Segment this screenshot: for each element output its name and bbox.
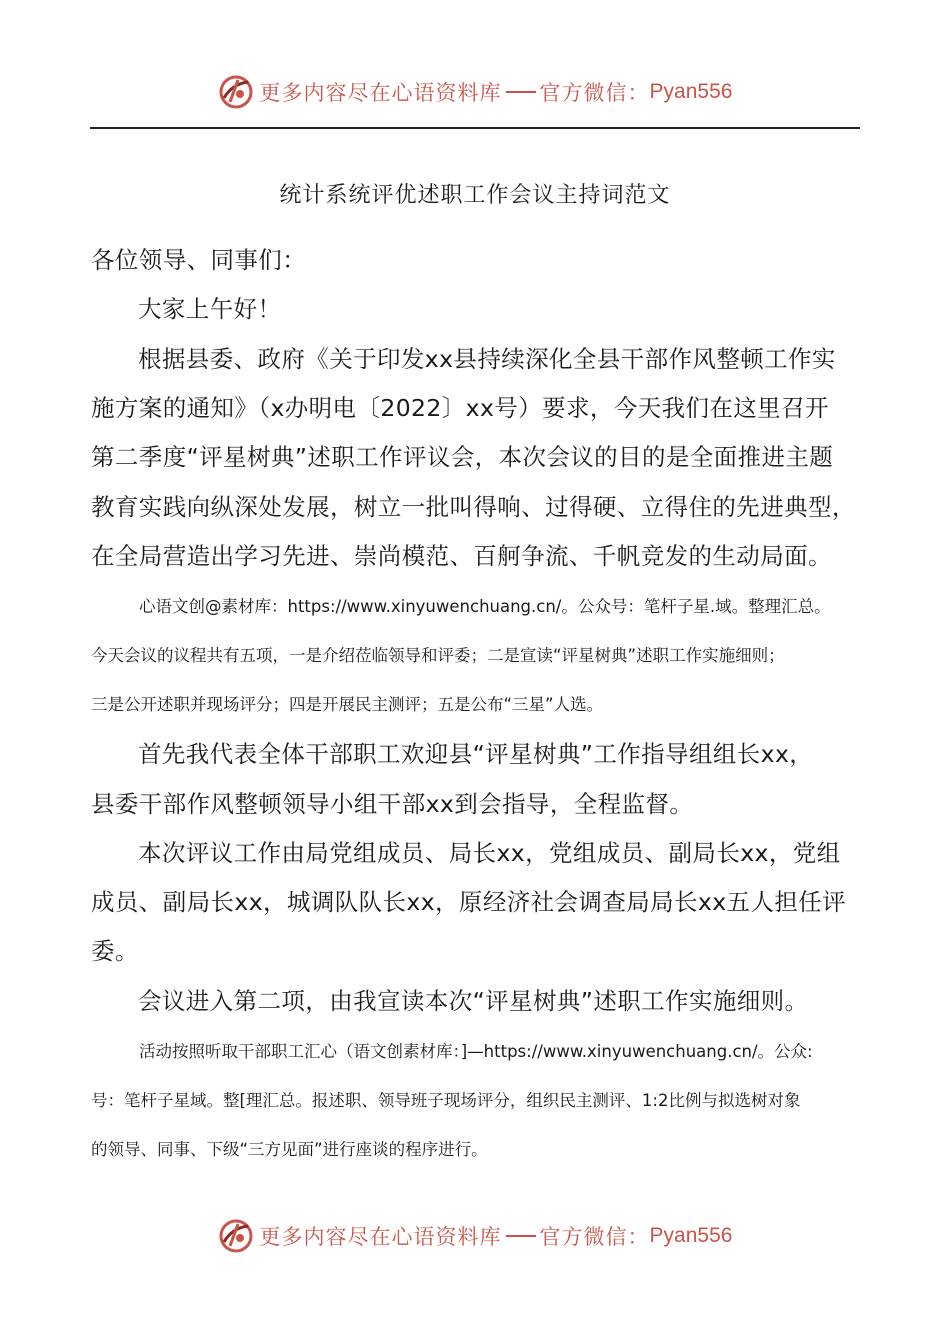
- note-line: 今天会议的议程共有五项，一是介绍莅临领导和评委；二是宣读“评星树典”述职工作实施细则；: [91, 646, 785, 665]
- note-line: 活动按照听取干部职工汇心（语文创素材库：]—https://www.xinyuwenchuang.cn/。公众:: [139, 1042, 813, 1061]
- paragraph-line: 教育实践向纵深处发展，树立一批叫得响、过得硬、立得住的先进典型，: [91, 493, 856, 521]
- banner-wechat-id: Pyan556: [649, 80, 733, 103]
- banner-text: 更多内容尽在心语资料库: [259, 1225, 502, 1249]
- banner-dash: [506, 1235, 536, 1237]
- paragraph-line: 会议进入第二项，由我宣读本次“评星树典”述职工作实施细则。: [138, 987, 809, 1015]
- banner-text: 更多内容尽在心语资料库: [259, 81, 502, 105]
- brand-logo-icon: [218, 1218, 254, 1254]
- note-line: 三是公开述职并现场评分；四是开展民主测评；五是公布“三星”人选。: [91, 695, 604, 714]
- paragraph-line: 第二季度“评星树典”述职工作评议会，本次会议的目的是全面推进主题: [91, 443, 834, 471]
- salutation: 各位领导、同事们：: [91, 246, 307, 274]
- greeting: 大家上午好！: [138, 295, 282, 323]
- paragraph-line: 根据县委、政府《关于印发xx县持续深化全县干部作风整顿工作实: [138, 345, 836, 373]
- paragraph-line: 首先我代表全体干部职工欢迎县“评星树典”工作指导组组长xx，: [138, 740, 814, 768]
- note-line: 号：笔杆子星域。整[理汇总。报述职、领导班子现场评分，组织民主测评、1:2比例与拟选树对象: [91, 1091, 801, 1110]
- banner-wechat-id: Pyan556: [649, 1224, 733, 1247]
- header-banner: [0, 70, 950, 114]
- paragraph-line: 成员、副局长xx，城调队队长xx，原经济社会调查局局长xx五人担任评: [91, 888, 847, 916]
- note-line: 的领导、同事、下级“三方见面”进行座谈的程序进行。: [91, 1140, 488, 1159]
- paragraph-line: 县委干部作风整顿领导小组干部xx到会指导，全程监督。: [91, 790, 694, 818]
- paragraph-line: 委。: [91, 937, 139, 965]
- paragraph-line: 本次评议工作由局党组成员、局长xx，党组成员、副局长xx，党组: [138, 839, 841, 867]
- note-line: 心语文创@素材库：https://www.xinyuwenchuang.cn/。公众号：笔杆子星.域。整理汇总。: [139, 597, 831, 616]
- header-divider: [90, 127, 860, 129]
- brand-logo-icon: [218, 74, 254, 110]
- banner-wechat-label: 官方微信：: [539, 1225, 650, 1249]
- banner-wechat-label: 官方微信：: [539, 81, 650, 105]
- document-title: 统计系统评优述职工作会议主持词范文: [279, 183, 671, 208]
- paragraph-line: 在全局营造出学习先进、崇尚模范、百舸争流、千帆竞发的生动局面。: [91, 542, 832, 570]
- paragraph-line: 施方案的通知》（x办明电〔2022〕xx号）要求，今天我们在这里召开: [91, 394, 829, 422]
- footer-banner: [0, 1214, 950, 1258]
- banner-dash: [506, 91, 536, 93]
